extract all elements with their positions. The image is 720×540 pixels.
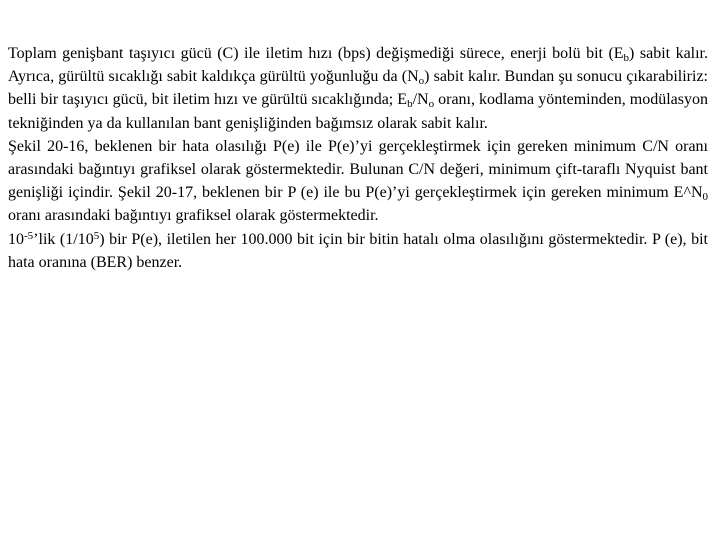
subscript: o bbox=[418, 75, 425, 88]
paragraph-energy-per-bit bbox=[8, 42, 708, 135]
text-run: Şekil 20-16, beklenen bir hata olasılığı P(e) ile P(e)’yi gerçekleştirmek için gereken minimum C/N oranı arasındaki bağıntıyı grafiksel olarak göstermektedir. Bulunan C/N değeri, minimum çift-taraflı Nyquist bant genişliği içindir. Şekil 20-17, beklenen bir P (e) ile bu P(e)’yi gerçekleştirmek için gereken minimum E^N bbox=[8, 137, 708, 202]
text-run: ) sabit kalır. Ayrıca, gürültü sıcaklığı sabit kaldıkça gürültü yoğunluğu da (N bbox=[8, 45, 709, 86]
paragraph-error-probability bbox=[8, 228, 708, 274]
text-block bbox=[8, 42, 708, 274]
subscript: b bbox=[623, 52, 630, 64]
text-run: ) sabit kalır. Bundan şu sonucu çıkarabiliriz: belli bir taşıyıcı gücü, bit iletim hızı ve gürültü sıcaklığında; E bbox=[8, 68, 708, 109]
text-run: oranı, kodlama yönteminden, modülasyon tekniğinden ya da kullanılan bant genişliğinden bağımsız olarak sabit kalır. bbox=[8, 91, 708, 132]
text-run: ) bir P(e), iletilen her 100.000 bit için bir bitin hatalı olma olasılığını göstermektedir. P (e), bit hata oranına (BER) benzer. bbox=[8, 230, 708, 271]
text-run: oranı arasındaki bağıntıyı grafiksel olarak göstermektedir. bbox=[8, 207, 379, 225]
text-run: ’lik (1/10 bbox=[33, 230, 94, 248]
subscript: 0 bbox=[702, 191, 708, 204]
subscript: b bbox=[407, 98, 413, 111]
paragraph-figure-reference bbox=[8, 135, 708, 228]
superscript: -5 bbox=[24, 229, 34, 242]
text-run: Toplam genişbant taşıyıcı gücü (C) ile iletim hızı (bps) değişmediği sürece, enerji bolü bit (E bbox=[8, 45, 624, 62]
text-run: 10 bbox=[8, 230, 24, 248]
text-run: /N bbox=[412, 91, 429, 109]
subscript: o bbox=[428, 98, 435, 111]
superscript: 5 bbox=[93, 229, 100, 242]
